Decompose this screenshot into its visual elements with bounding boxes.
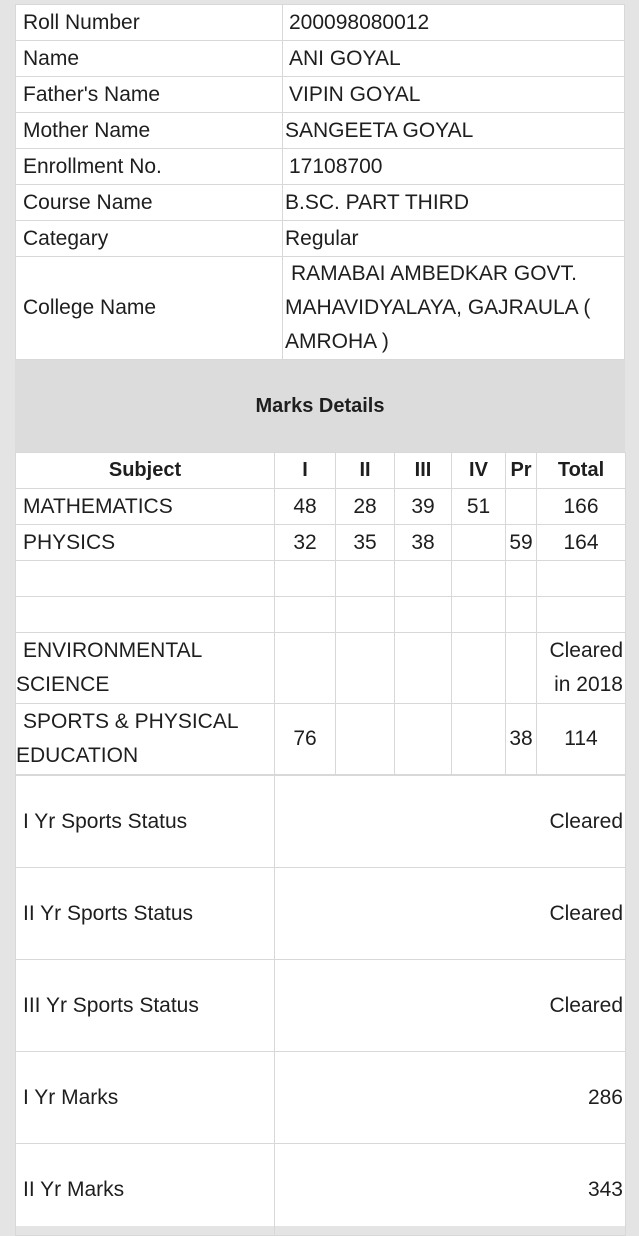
status-row (16, 776, 626, 868)
roll-label: Roll Number (16, 5, 283, 41)
college-line-3: AMROHA ) (285, 330, 389, 353)
header-subject: Subject (16, 453, 275, 489)
roll-row (16, 5, 625, 41)
status-row (16, 868, 626, 960)
status-value: 343 (275, 1144, 626, 1236)
status-label: III Yr Sports Status (16, 960, 275, 1052)
roll-value: 200098080012 (283, 5, 625, 41)
status-value: 286 (275, 1052, 626, 1144)
status-value: Cleared (275, 868, 626, 960)
mark-paper-4: 51 (452, 489, 506, 525)
subject-name: MATHEMATICS (16, 489, 275, 525)
status-value: Cleared (275, 960, 626, 1052)
status-value: Cleared (275, 776, 626, 868)
student-info-table (15, 4, 625, 360)
env-status-line-1: Cleared (549, 639, 623, 662)
mark-practical (506, 489, 537, 525)
enroll-row (16, 149, 625, 185)
subject-line-1: SPORTS & PHYSICAL (23, 710, 239, 733)
mark-paper-1: 76 (275, 704, 336, 775)
course-value: B.SC. PART THIRD (283, 185, 625, 221)
father-label: Father's Name (16, 77, 283, 113)
college-line-1: RAMABAI AMBEDKAR GOVT. (291, 262, 577, 285)
status-row (16, 1052, 626, 1144)
header-paper-4: IV (452, 453, 506, 489)
father-row (16, 77, 625, 113)
marks-header-row (16, 453, 626, 489)
marks-header (15, 360, 625, 452)
college-line-2: MAHAVIDYALAYA, GAJRAULA ( (285, 296, 591, 319)
mark-paper-2: 28 (336, 489, 395, 525)
status-label: I Yr Marks (16, 1052, 275, 1144)
subject-line-2: EDUCATION (16, 744, 139, 767)
marks-title: Marks Details (16, 361, 625, 452)
mark-practical: 59 (506, 525, 537, 561)
enroll-value: 17108700 (283, 149, 625, 185)
marks-table (15, 452, 626, 775)
subject-line-1: ENVIRONMENTAL (23, 639, 203, 662)
mark-paper-4 (452, 525, 506, 561)
college-row (16, 257, 625, 360)
env-status-line-2: in 2018 (554, 673, 623, 696)
empty-row (16, 561, 626, 597)
header-paper-2: II (336, 453, 395, 489)
header-practical: Pr (506, 453, 537, 489)
empty-row (16, 597, 626, 633)
status-table (15, 775, 626, 1236)
name-label: Name (16, 41, 283, 77)
mark-paper-3: 39 (395, 489, 452, 525)
course-label: Course Name (16, 185, 283, 221)
enroll-label: Enrollment No. (16, 149, 283, 185)
name-row (16, 41, 625, 77)
header-paper-3: III (395, 453, 452, 489)
marks-row-sports (16, 704, 626, 775)
mark-total: 114 (537, 704, 626, 775)
subject-line-2: SCIENCE (16, 673, 110, 696)
header-paper-1: I (275, 453, 336, 489)
subject-name (16, 704, 275, 775)
mother-row (16, 113, 625, 149)
result-sheet (15, 4, 625, 1226)
mark-paper-3: 38 (395, 525, 452, 561)
mark-total: 166 (537, 489, 626, 525)
course-row (16, 185, 625, 221)
mother-label: Mother Name (16, 113, 283, 149)
mark-paper-2: 35 (336, 525, 395, 561)
subject-name: PHYSICS (16, 525, 275, 561)
status-label: II Yr Sports Status (16, 868, 275, 960)
header-total: Total (537, 453, 626, 489)
mark-total: 164 (537, 525, 626, 561)
category-label: Categary (16, 221, 283, 257)
name-value: ANI GOYAL (283, 41, 625, 77)
env-status (537, 633, 626, 704)
status-row (16, 1144, 626, 1236)
mark-paper-1: 32 (275, 525, 336, 561)
marks-row-physics (16, 525, 626, 561)
status-label: II Yr Marks (16, 1144, 275, 1236)
subject-name (16, 633, 275, 704)
status-row (16, 960, 626, 1052)
marks-row-environmental-science (16, 633, 626, 704)
mother-value: SANGEETA GOYAL (283, 113, 625, 149)
mark-practical: 38 (506, 704, 537, 775)
category-value: Regular (283, 221, 625, 257)
category-row (16, 221, 625, 257)
marks-row-mathematics (16, 489, 626, 525)
mark-paper-1: 48 (275, 489, 336, 525)
college-label: College Name (16, 257, 283, 360)
college-value (283, 257, 625, 360)
father-value: VIPIN GOYAL (283, 77, 625, 113)
status-label: I Yr Sports Status (16, 776, 275, 868)
